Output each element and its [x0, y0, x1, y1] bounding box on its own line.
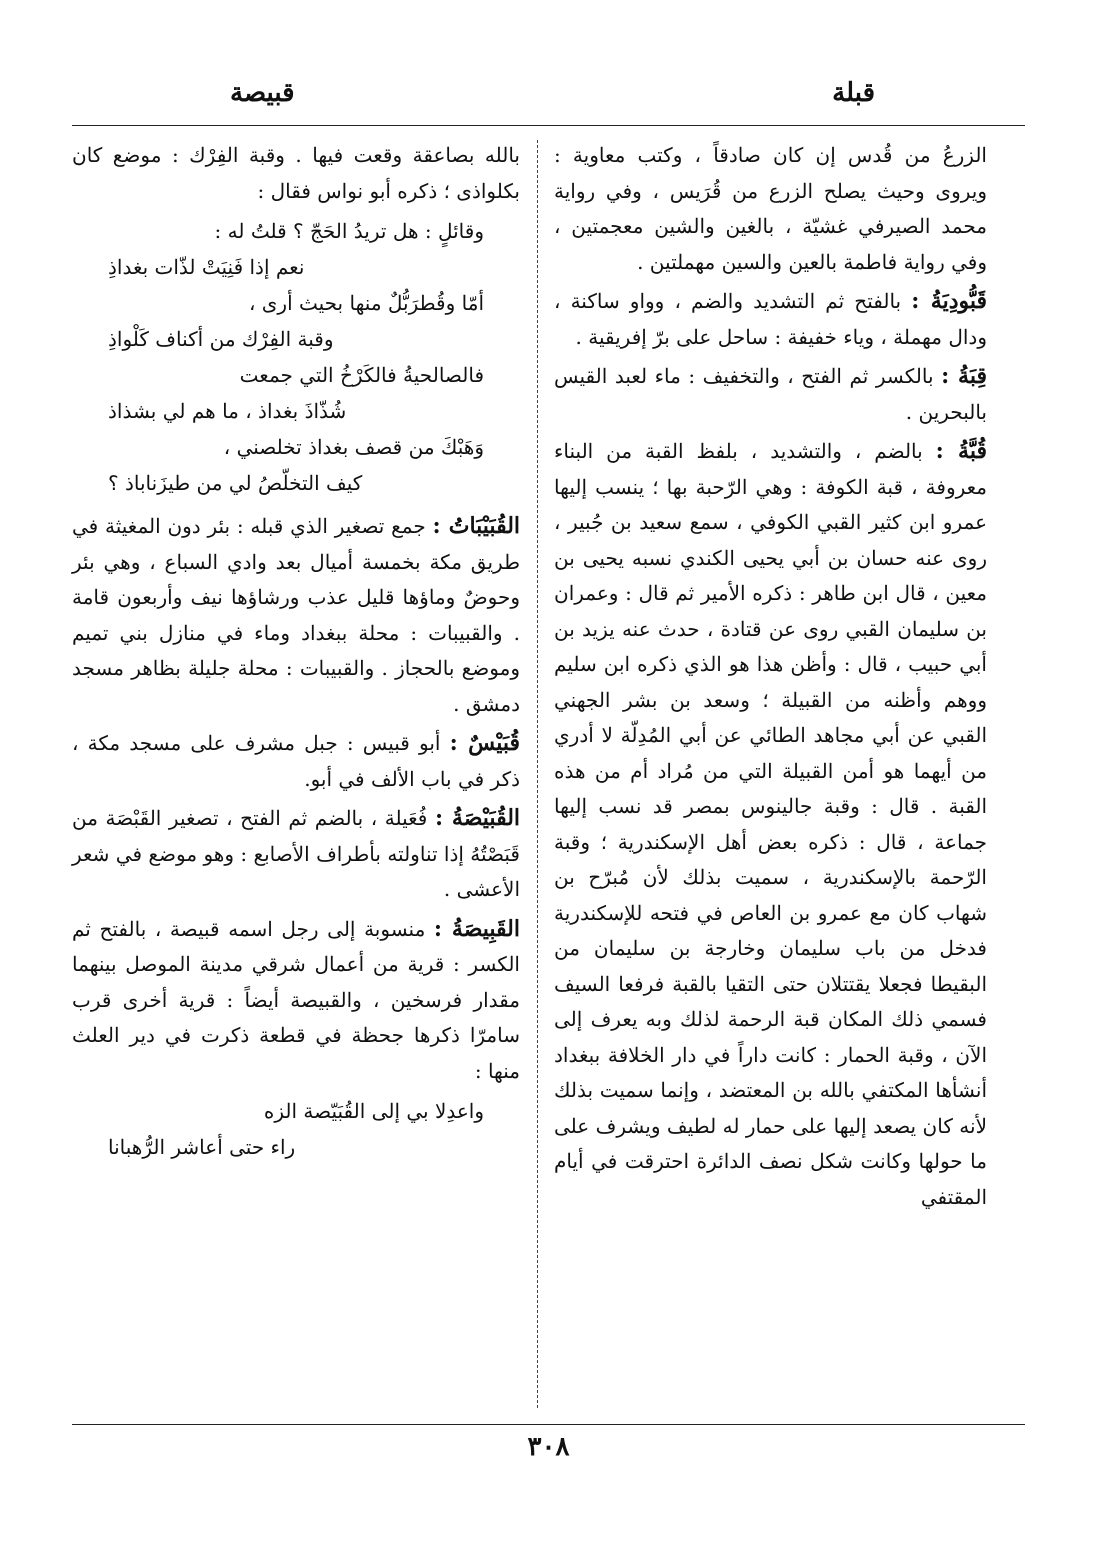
verse-line: نعم إذا فَنِيَتْ لذّات بغداذِ [108, 255, 305, 279]
entry-text: بالكسر ثم الفتح ، والتخفيف : ماء لعبد القيس بالبحرين . [554, 364, 987, 424]
verse-line: راء حتى أعاشر الرُّهبانا [108, 1135, 296, 1159]
headword: قُبَّةُ : [935, 438, 987, 464]
headword: قَبُّودِيَةُ : [911, 288, 988, 314]
entry-qubaysa [72, 801, 520, 908]
verse-line: وقائلٍ : هل تريدُ الحَجّ ؟ قلتُ له : [214, 219, 484, 243]
verse-block [72, 1093, 520, 1165]
column-divider [537, 140, 538, 1408]
verse-line: وَهَبْكَ من قصف بغداذ تخلصني ، [223, 435, 484, 459]
verse-line: فالصالحيةُ فالكَرْخُ التي جمعت [239, 363, 484, 387]
verse-line: أمّا وقُطرَبُّلٌ منها بحيث أرى ، [248, 291, 484, 315]
entry-qabbudiya [554, 284, 987, 355]
entry-text: أبو قبيس : جبل مشرف على مسجد مكة ، ذكر في باب الألف في أبو. [72, 731, 520, 791]
entry-text: جمع تصغير الذي قبله : بئر دون المغيثة في طريق مكة بخمسة أميال بعد وادي السباع ، وهي بئر وحوضٌ وماؤها قليل عذب ورشاؤها نيف وأربعون قامة . والقبيبات : محلة ببغداد وماء في منازل بني تميم وموضع بالحجاز . والقبيبات : محلة جليلة بظاهر مسجد دمشق . [72, 514, 520, 716]
paragraph: بالله بصاعقة وقعت فيها . وقبة الفِرْك : موضع كان بكلواذى ؛ ذكره أبو نواس فقال : [72, 143, 520, 203]
page-number: ٣٠٨ [527, 1432, 570, 1462]
top-rule [72, 125, 1025, 126]
entry-text: منسوبة إلى رجل اسمه قبيصة ، بالفتح ثم الكسر : قرية من أعمال شرقي مدينة الموصل بينهما مقدار فرسخين ، والقبيصة أيضاً : قرية أخرى قرب سامرّا ذكرها جحظة في قطعة ذكرت في دير العلث منها : [72, 916, 520, 1083]
entry-text: بالفتح ثم التشديد والضم ، وواو ساكنة ، ودال مهملة ، وياء خفيفة : ساحل على برّ إفريقية . [554, 289, 987, 349]
paragraph: الزرعُ من قُدس إن كان صادقاً ، وكتب معاوية : ويروى وحيث يصلح الزرع من قُرَيس ، وفي رواية محمد الصيرفي غشيّة ، بالغين والشين معجمتين ، وفي رواية فاطمة بالعين والسين مهملتين . [554, 143, 987, 274]
entry-qabisa [72, 912, 520, 1090]
page-header-left-title: قبيصة [230, 78, 295, 108]
verse-line: كيف التخلّصُ لي من طيزَناباذ ؟ [108, 471, 363, 495]
entry-body: قبة الكوفة : وهي الرّحبة بها ؛ ينسب إليها عمرو ابن كثير القبي الكوفي ، سمع سعيد بن جُبير ، روى عنه حسان بن أبي يحيى الكندي نسبه يحيى بن معين ، قال ابن طاهر : ذكره الأمير ثم قال : وعمران بن سليمان القبي روى عن قتادة ، حدث عنه يزيد بن أبي حبيب ، قال : وأظن هذا هو الذي ذكره ابن سليم ووهم وأظنه من القبيلة ؛ وسعد بن بشر الجهني القبي عن أبي مجاهد الطائي عن أبي المُدِلّة لا أدري من أيهما هو أمن القبيلة التي من مُراد أم من هذه القبة . قال : وقبة جالينوس بمصر قد نسب إليها جماعة ، قال : ذكره بعض أهل الإسكندرية ؛ وقبة الرّحمة بالإسكندرية ، سميت بذلك لأن مُبرّح بن شهاب كان مع عمرو بن العاص في فتحه للإسكندرية فدخل من باب سليمان وخارجة بن سليمان من البقيطا فجعلا يقتتلان حتى التقيا بالقبة فرفعا السيف فسمي ذلك المكان قبة الرحمة لذلك وبه يعرف إلى الآن ، وقبة الحمار : كانت داراً في دار الخلافة ببغداد أنشأها المكتفي بالله بن المعتضد ، وإنما سميت بذلك لأنه كان يصعد إليها على حمار له لطيف ويشرف على ما حولها وكانت شكل نصف الدائرة احترقت في أيام المقتفي [554, 474, 987, 1209]
headword: القُبَيْبَاتُ : [432, 513, 521, 539]
entry-qubba [554, 434, 987, 1215]
headword: القُبَيْصَةُ : [434, 805, 521, 831]
headword: قُبَيْسٌ : [449, 730, 521, 756]
verse-line: وقبة الفِرْك من أكناف كَلْواذِ [108, 327, 334, 351]
headword: قِبَةُ : [941, 363, 988, 389]
headword: القَبِيصَةُ : [433, 915, 520, 942]
entry-qubays [72, 726, 520, 797]
right-column [554, 138, 987, 1219]
entry-text: بالضم ، والتشديد ، بلفظ القبة من البناء معروفة ، [554, 439, 988, 499]
entry-text: فُعَيلة ، بالضم ثم الفتح ، تصغير القَبْصَة من قَبَصْتُهُ إذا تناولته بأطراف الأصابع : وهو موضع في شعر الأعشى . [72, 806, 520, 901]
entry-qiba [554, 359, 987, 430]
verse-line: واعدِلا بي إلى القُبَيّصة الزه [263, 1099, 484, 1123]
verse-line: شُذّاذَ بغداذ ، ما هم لي بشذاذ [108, 399, 347, 423]
left-column [72, 138, 520, 1173]
page-header-right-title: قبلة [832, 78, 875, 108]
verse-block [72, 213, 520, 501]
entry-qubaybat [72, 509, 520, 722]
bottom-rule [72, 1424, 1025, 1425]
